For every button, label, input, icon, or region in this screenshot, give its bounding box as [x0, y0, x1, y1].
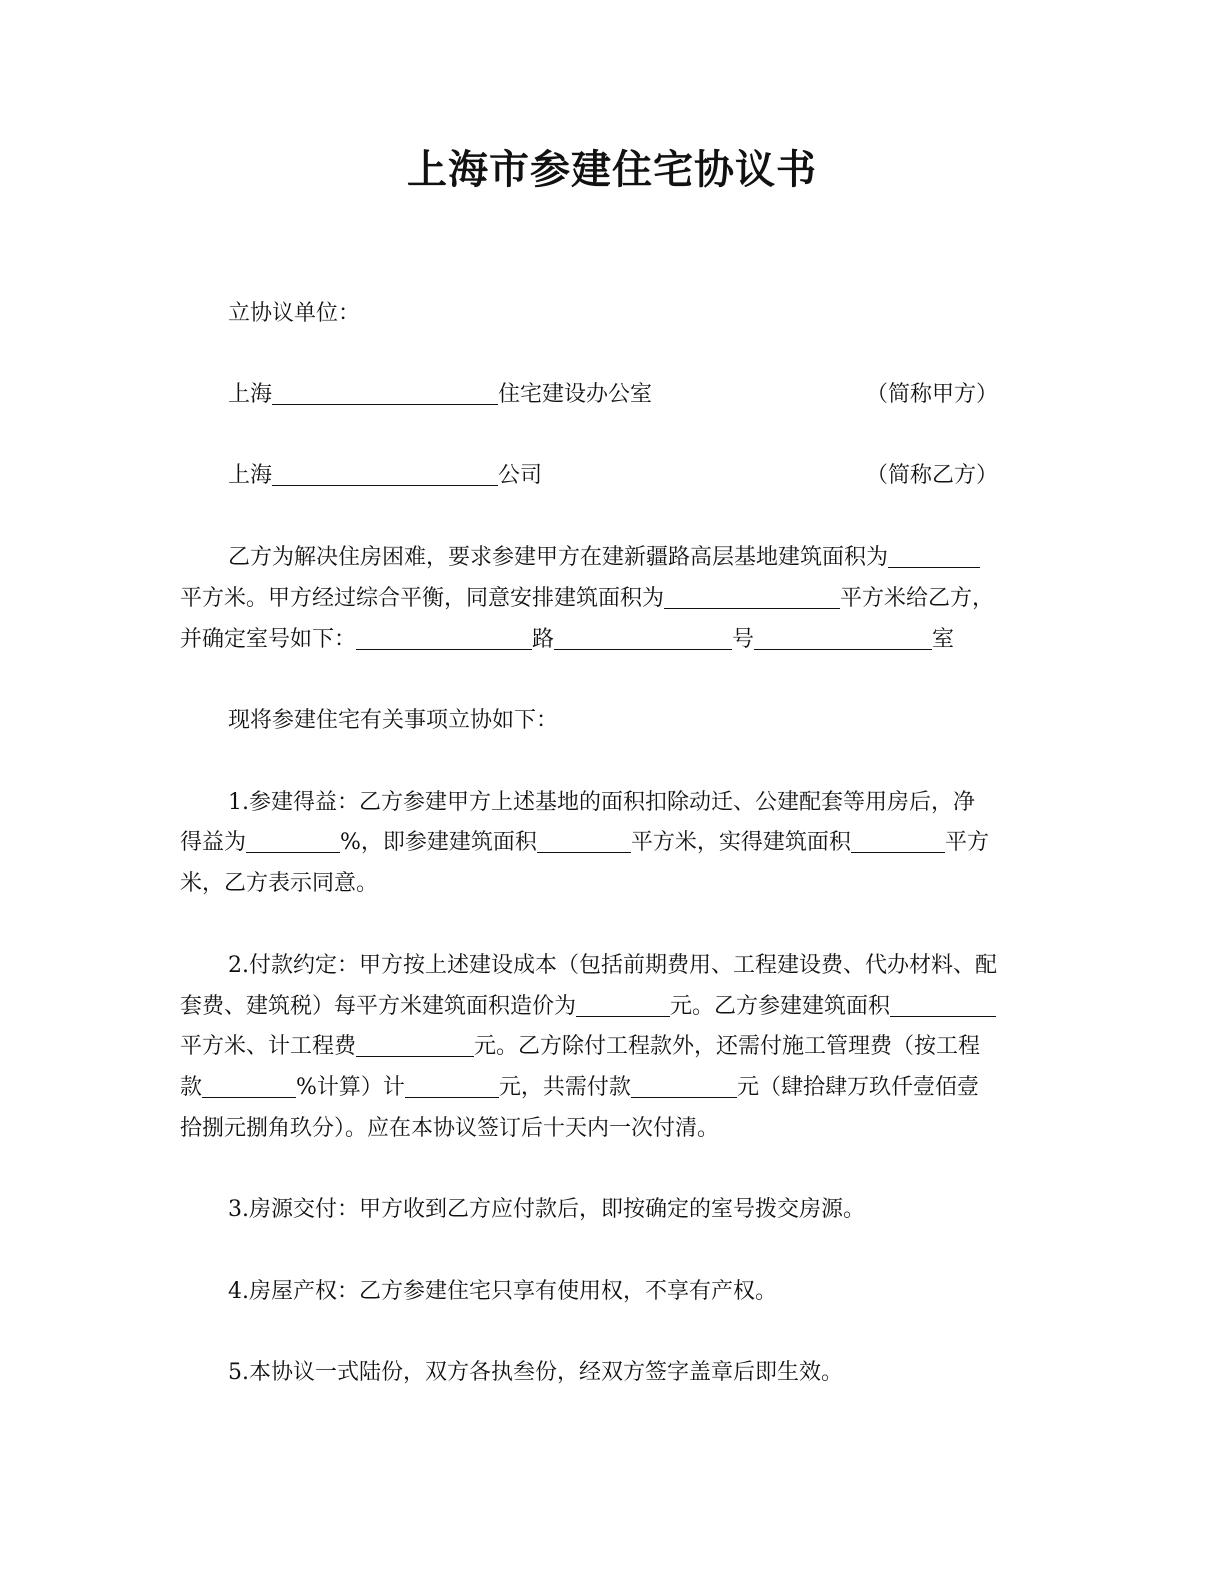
- engineering-fee-blank[interactable]: [356, 1030, 474, 1057]
- intro-text-2b: 平方米给乙方，: [840, 586, 995, 611]
- clause-2-line-1: 2.付款约定：甲方按上述建设成本（包括前期费用、工程建设费、代办材料、配: [228, 953, 997, 978]
- lead-text: 现将参建住宅有关事项立协如下：: [228, 708, 559, 733]
- intro-text-3a: 并确定室号如下：: [180, 627, 357, 652]
- party-a-name-blank[interactable]: [272, 378, 498, 405]
- party-b-prefix: 上海: [228, 463, 273, 488]
- clause-2-text-2b: 元。乙方参建建筑面积: [670, 994, 891, 1019]
- intro-text-1: 乙方为解决住房困难，要求参建甲方在建新疆路高层基地建筑面积为: [228, 545, 889, 570]
- party-a-note: （简称甲方）: [866, 382, 999, 407]
- party-b-name-blank[interactable]: [272, 459, 498, 486]
- clause-2-text-2a: 套费、建筑税）每平方米建筑面积造价为: [180, 994, 577, 1019]
- intro-line-3: [180, 620, 954, 660]
- arranged-area-blank[interactable]: [664, 582, 840, 609]
- clause-2-line-3: [180, 1027, 980, 1067]
- participating-area-blank[interactable]: [537, 826, 631, 853]
- clause-2-text-3b: 元。乙方除付工程款外，还需付施工管理费（按工程: [474, 1034, 981, 1059]
- unit-cost-blank[interactable]: [576, 990, 670, 1017]
- intro-line-2: [180, 579, 994, 619]
- intro-text-2a: 平方米。甲方经过综合平衡，同意安排建筑面积为: [180, 586, 665, 611]
- management-fee-blank[interactable]: [405, 1071, 499, 1098]
- document-title: 上海市参建住宅协议书: [407, 147, 817, 193]
- intro-text-3c: 号: [732, 627, 755, 652]
- number-blank[interactable]: [554, 623, 732, 650]
- party-b-line: [228, 456, 542, 496]
- clause-1-text-2d: 平方: [944, 830, 989, 855]
- clause-2-line-4: [180, 1068, 979, 1108]
- management-percent-blank[interactable]: [202, 1071, 296, 1098]
- clause-5: 5.本协议一式陆份，双方各执叁份，经双方签字盖章后即生效。: [228, 1360, 843, 1385]
- intro-text-3b: 路: [532, 627, 555, 652]
- requested-area-blank[interactable]: [888, 541, 980, 568]
- party-a-line: [228, 375, 652, 415]
- clause-4: 4.房屋产权：乙方参建住宅只享有使用权，不享有产权。: [228, 1279, 777, 1304]
- benefit-percent-blank[interactable]: [246, 826, 340, 853]
- party-b-suffix: 公司: [498, 463, 543, 488]
- intro-text-3d: 室: [932, 627, 955, 652]
- clause-2-text-4b: %计算）计: [296, 1075, 405, 1100]
- parties-heading: 立协议单位：: [228, 301, 361, 326]
- room-blank[interactable]: [754, 623, 932, 650]
- clause-1-line-2: [180, 823, 989, 863]
- clause-2-text-3a: 平方米、计工程费: [180, 1034, 357, 1059]
- clause-2-text-4a: 款: [180, 1075, 203, 1100]
- intro-line-1: [228, 538, 980, 578]
- clause-2-line-5: 拾捌元捌角玖分）。应在本协议签订后十天内一次付清。: [180, 1116, 720, 1141]
- clause-1-text-2c: 平方米，实得建筑面积: [630, 830, 851, 855]
- party-b-note: （简称乙方）: [866, 463, 999, 488]
- clause-1-line-1: [228, 783, 975, 823]
- party-a-suffix: 住宅建设办公室: [498, 382, 653, 407]
- clause-2-text-4d: 元（肆拾肆万玖仟壹佰壹: [736, 1075, 979, 1100]
- clause-1-line-3: 米，乙方表示同意。: [180, 871, 379, 896]
- clause-1-text-2a: 得益为: [180, 830, 247, 855]
- clause-2-text-4c: 元，共需付款: [498, 1075, 631, 1100]
- party-a-prefix: 上海: [228, 382, 273, 407]
- participating-area-2-blank[interactable]: [890, 990, 996, 1017]
- clause-2-line-2: [180, 987, 996, 1027]
- actual-area-blank[interactable]: [851, 826, 945, 853]
- clause-1-text-2b: %，即参建建筑面积: [340, 830, 537, 855]
- clause-3: 3.房源交付：甲方收到乙方应付款后，即按确定的室号拨交房源。: [228, 1197, 865, 1222]
- clause-1-text-1: 1.参建得益：乙方参建甲方上述基地的面积扣除动迁、公建配套等用房后，净: [228, 790, 975, 815]
- road-blank[interactable]: [356, 623, 532, 650]
- total-payment-blank[interactable]: [631, 1071, 737, 1098]
